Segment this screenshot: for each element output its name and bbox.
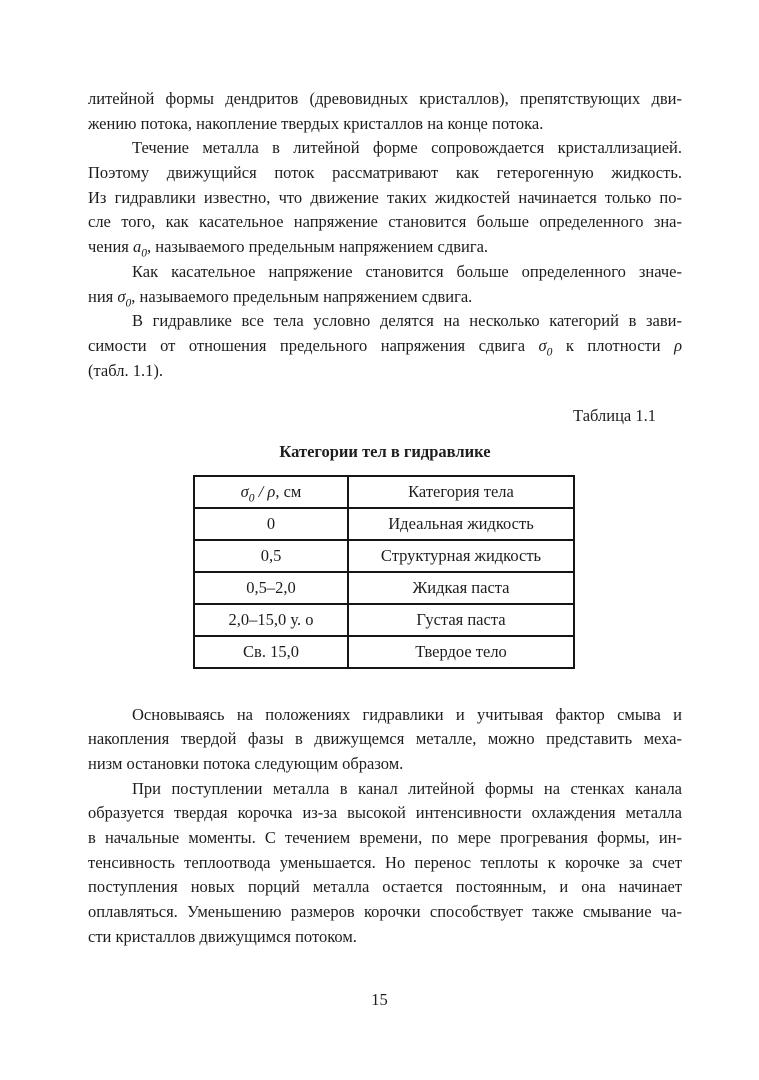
- text-line: Течение металла в литейной форме сопровождается кристаллизацией.: [132, 138, 682, 158]
- text-run: к плотности: [552, 335, 675, 355]
- text-line: Поэтому движущийся поток рассматривают как гетерогенную жидкость.: [88, 163, 682, 183]
- paragraph: [88, 309, 682, 383]
- math-variable: σ: [117, 286, 126, 306]
- text-line: [88, 334, 682, 359]
- table-cell-value: 0: [194, 508, 348, 540]
- table-caption: Таблица 1.1: [573, 406, 656, 426]
- paragraph: [88, 777, 682, 950]
- table-cell-value: 2,0–15,0 у. о: [194, 604, 348, 636]
- table-row: [194, 572, 574, 604]
- table-row: [194, 604, 574, 636]
- table-cell-value: Св. 15,0: [194, 636, 348, 668]
- paragraph: [88, 260, 682, 309]
- page-number: 15: [371, 990, 388, 1009]
- text-line: образуется твердая корочка из-за высокой интенсивности охлаждения металла: [88, 803, 682, 823]
- table-cell-value: 0,5–2,0: [194, 572, 348, 604]
- text-line: сле того, как касательное напряжение становится больше определенного зна-: [88, 212, 682, 232]
- text-line: [88, 285, 682, 310]
- text-line: Из гидравлики известно, что движение таких жидкостей начинается только по-: [88, 187, 682, 207]
- math-subscript: 0: [546, 346, 553, 359]
- paragraph: [88, 703, 682, 777]
- text-line: тенсивность теплоотвода уменьшается. Но перенос теплоты к корочке за счет: [88, 852, 682, 872]
- text-line: [88, 235, 682, 260]
- table-cell-category: Структурная жидкость: [348, 540, 574, 572]
- text-run: , см: [275, 481, 302, 501]
- text-line: литейной формы дендритов (древовидных кристаллов), препятствующих дви-: [88, 89, 682, 108]
- text-line: жению потока, накопление твердых кристаллов на конце потока.: [88, 113, 544, 133]
- text-line: Как касательное напряжение становится больше определенного значе-: [132, 261, 682, 281]
- text-run: /: [254, 481, 268, 501]
- text-line: сти кристаллов движущимся потоком.: [88, 926, 357, 946]
- text-line: накопления твердой фазы в движущемся металле, можно представить меха-: [88, 729, 682, 749]
- math-subscript: 0: [125, 296, 132, 309]
- math-variable: ρ: [674, 335, 682, 355]
- text-run: симости от отношения предельного напряжения сдвига: [88, 335, 539, 355]
- math-subscript: 0: [141, 247, 148, 260]
- table-cell-category: Густая паста: [348, 604, 574, 636]
- text-line: низм остановки потока следующим образом.: [88, 754, 404, 773]
- math-subscript: 0: [248, 491, 255, 504]
- table-header-category: Категория тела: [348, 476, 574, 508]
- table-row: [194, 636, 574, 668]
- categories-table: [193, 475, 575, 669]
- math-variable: ρ: [267, 481, 276, 501]
- table-cell-category: Жидкая паста: [348, 572, 574, 604]
- table-header-row: [194, 476, 574, 508]
- table-header-ratio: [194, 476, 348, 508]
- table-cell-value: 0,5: [194, 540, 348, 572]
- table-title: Категории тел в гидравлике: [279, 441, 491, 461]
- page-content: [88, 87, 682, 950]
- text-line: оплавляться. Уменьшению размеров корочки способствует также смывание ча-: [88, 902, 682, 922]
- text-run: ния: [88, 286, 118, 306]
- table-cell-category: Твердое тело: [348, 636, 574, 668]
- text-run: , называемого предельным напряжением сдвига.: [147, 237, 489, 257]
- table-row: [194, 508, 574, 540]
- math-variable: σ: [538, 335, 547, 355]
- text-run: , называемого предельным напряжением сдвига.: [131, 286, 473, 306]
- text-run: чения: [88, 237, 133, 257]
- paragraph: [88, 87, 682, 136]
- text-line: Основываясь на положениях гидравлики и учитывая фактор смыва и: [132, 704, 682, 724]
- table-row: [194, 540, 574, 572]
- table-cell-category: Идеальная жидкость: [348, 508, 574, 540]
- paragraph: [88, 136, 682, 259]
- math-variable: a: [133, 237, 142, 257]
- math-variable: σ: [240, 481, 249, 501]
- text-line: в начальные моменты. С течением времени, по мере прогревания формы, ин-: [88, 828, 682, 848]
- text-line: (табл. 1.1).: [88, 360, 163, 380]
- text-line: В гидравлике все тела условно делятся на несколько категорий в зави-: [132, 311, 682, 331]
- text-line: При поступлении металла в канал литейной формы на стенках канала: [132, 778, 682, 798]
- text-line: поступления новых порций металла остается постоянным, и она начинает: [88, 877, 682, 897]
